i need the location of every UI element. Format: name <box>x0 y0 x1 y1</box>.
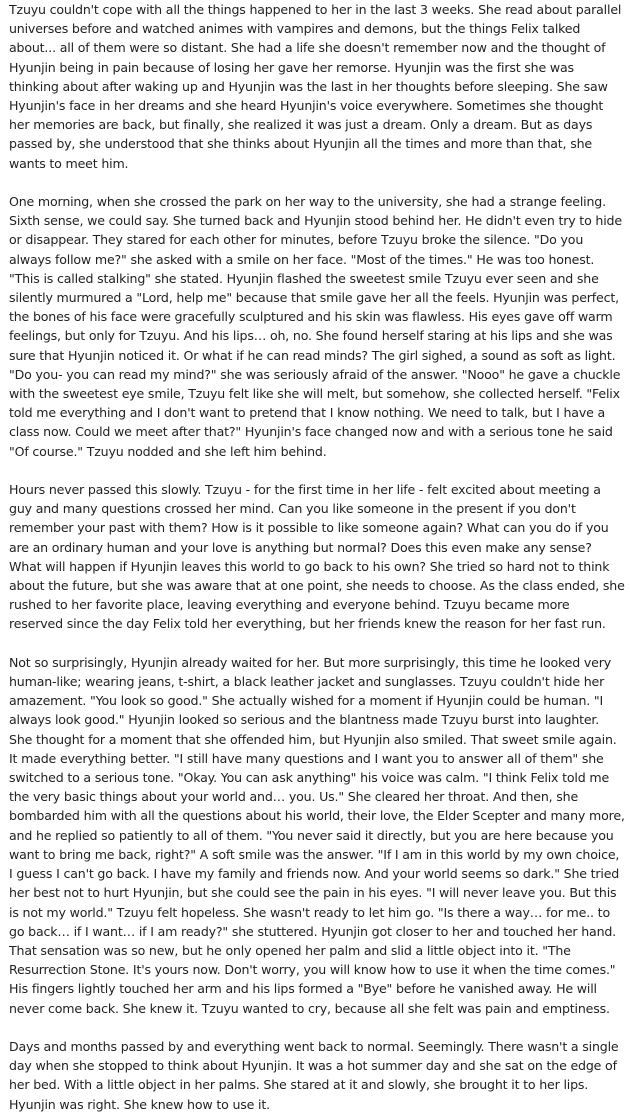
paragraph: Hours never passed this slowly. Tzuyu - for the first time in her life - felt excited about meeting a guy and many questions crossed her mind. Can you like someone in the present if you don't remember your past with them? How is it possible to like someone again? What can you do if you are an ordinary human and your love is anything but normal? Does this even make any sense? What will happen if Hyunjin leaves this world to go back to his own? She tried so hard not to think about the future, but she was aware that at one point, she needs to choose. As the class ended, she rushed to her favorite place, leaving everything and everyone behind. Tzuyu became more reserved since the day Felix told her everything, but her friends knew the reason for her fast run. <box>9 482 625 632</box>
paragraph: One morning, when she crossed the park on her way to the university, she had a strange feeling. Sixth sense, we could say. She turned back and Hyunjin stood behind her. He didn't even try to hide or disappear. They stared for each other for minutes, before Tzuyu broke the silence. "Do you always follow me?" she asked with a smile on her face. "Most of the times." He was too honest. "This is called stalking" she stated. Hyunjin flashed the sweetest smile Tzuyu ever seen and she silently murmured a "Lord, help me" because that smile gave her all the feels. Hyunjin was perfect, the bones of his face were gracefully sculptured and his skin was flawless. His eyes gave off warm feelings, but only for Tzuyu. And his lips… oh, no. She found herself staring at his lips and she was sure that Hyunjin noticed it. Or what if he can read minds? The girl sighed, a sound as soft as light. "Do you- you can read my mind?" she was seriously afraid of the answer. "Nooo" he gave a chuckle with the sweetest eye smile, Tzuyu felt like she will melt, but somehow, she collected herself. "Felix told me everything and I don't want to pretend that I know nothing. We need to talk, but I have a class now. Could we meet after that?" Hyunjin's face changed now and with a serious tone he said "Of course." Tzuyu nodded and she left him behind. <box>9 194 622 459</box>
paragraph: Days and months passed by and everything went back to normal. Seemingly. There wasn't a single day when she stopped to think about Hyunjin. It was a hot summer day and she sat on the edge of her bed. With a little object in her palms. She stared at it and slowly, she brought it to her lips. Hyunjin was right. She knew how to use it. <box>9 1038 619 1112</box>
paragraph: Not so surprisingly, Hyunjin already waited for her. But more surprisingly, this time he looked very human-like; wearing jeans, t-shirt, a black leather jacket and sunglasses. Tzuyu couldn't hide her amazement. "You look so good." She actually wished for a moment if Hyunjin could be human. "I always look good." Hyunjin looked so serious and the blantness made Tzuyu burst into laughter. She thought for a moment that she offended him, but Hyunjin also smiled. That sweet smile again. It made everything better. "I still have many questions and I want you to answer all of them" she switched to a serious tone. "Okay. You can ask anything" his voice was calm. "I think Felix told me the very basic things about your world and… you. Us." She cleared her throat. And then, she bombarded him with all the questions about his world, their love, the Elder Scepter and many more, and he replied so patiently to all of them. "You never said it directly, but you are here because you want to bring me back, right?" A soft smile was the answer. "If I am in this world by my own choice, I guess I can't go back. I have my family and friends now. And your world seems so dark." She tried her best not to hurt Hyunjin, but she could see the pain in his eyes. "I will never leave you. But this is not my world." Tzuyu felt hopeless. She wasn't ready to let him go. "Is there a way… for me.. to go back… if I want… if I am ready?" she stuttered. Hyunjin got closer to her and touched her hand. That sensation was so new, but he only opened her palm and slid a little object into it. "The Resurrection Stone. It's yours now. Don't worry, you will know how to use it when the time comes." His fingers lightly touched her arm and his lips formed a "Bye" before he vanished away. He will never come back. She knew it. Tzuyu wanted to cry, because all she felt was pain and emptiness. <box>9 654 625 1016</box>
story-document <box>9 0 625 1114</box>
paragraph: Tzuyu couldn't cope with all the things happened to her in the last 3 weeks. She read about parallel universes before and watched animes with vampires and demons, but the things Felix talked about... all of them were so distant. She had a life she doesn't remember now and the thought of Hyunjin being in pain because of losing her gave her remorse. Hyunjin was the first she was thinking about after waking up and Hyunjin was the last in her thoughts before sleeping. She saw Hyunjin's face in her dreams and she heard Hyunjin's voice everywhere. Sometimes she thought her memories are back, but finally, she realized it was just a dream. Only a dream. But as days passed by, she understood that she thinks about Hyunjin all the times and more than that, she wants to meet him. <box>9 2 622 171</box>
